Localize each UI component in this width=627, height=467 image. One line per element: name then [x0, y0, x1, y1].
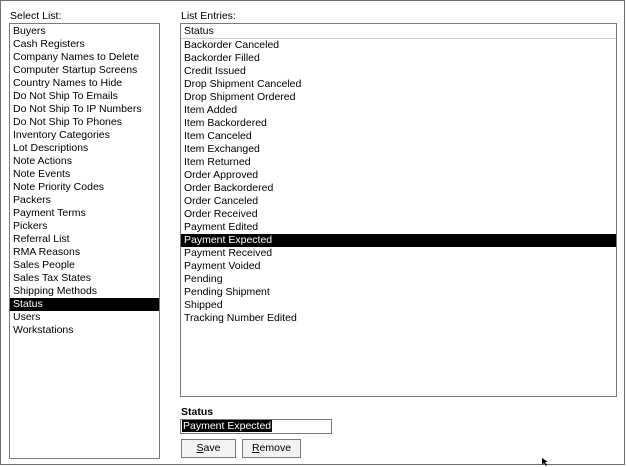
select-list-item[interactable]: Packers	[13, 194, 51, 206]
list-entry-item[interactable]: Pending	[184, 273, 223, 285]
select-list-item[interactable]: Status	[10, 298, 159, 311]
list-entry-item[interactable]: Payment Received	[184, 247, 273, 259]
status-field-label: Status	[181, 406, 214, 418]
select-list-item[interactable]: Users	[13, 311, 41, 323]
list-entry-item[interactable]: Drop Shipment Ordered	[184, 91, 296, 103]
select-list-item[interactable]: Payment Terms	[13, 207, 86, 219]
select-list-item[interactable]: Buyers	[13, 25, 46, 37]
remove-button-label: Remove	[251, 442, 292, 454]
list-entry-item[interactable]: Drop Shipment Canceled	[184, 78, 302, 90]
list-entry-item[interactable]: Order Received	[184, 208, 258, 220]
list-entry-item[interactable]: Order Canceled	[184, 195, 259, 207]
select-list-item[interactable]: Lot Descriptions	[13, 142, 89, 154]
list-entry-item[interactable]: Credit Issued	[184, 65, 246, 77]
list-entry-item[interactable]: Item Added	[184, 104, 238, 116]
select-list-item[interactable]: RMA Reasons	[13, 246, 81, 258]
select-list-box[interactable]	[9, 23, 160, 459]
select-list-item[interactable]: Sales People	[13, 259, 75, 271]
list-entry-item[interactable]: Order Approved	[184, 169, 259, 181]
list-entries-rows	[181, 39, 616, 325]
select-list-item[interactable]: Note Actions	[13, 155, 72, 167]
status-input[interactable]	[180, 419, 332, 434]
save-button-label: Save	[196, 442, 221, 454]
list-entry-item[interactable]: Tracking Number Edited	[184, 312, 297, 324]
select-list-item[interactable]: Do Not Ship To Emails	[13, 90, 118, 102]
select-list-item[interactable]: Pickers	[13, 220, 48, 232]
select-list-item[interactable]: Do Not Ship To Phones	[13, 116, 122, 128]
select-list-item[interactable]: Shipping Methods	[13, 285, 98, 297]
list-entry-item[interactable]: Item Backordered	[184, 117, 267, 129]
status-input-value: Payment Expected	[183, 420, 272, 432]
select-list-item[interactable]: Note Events	[13, 168, 71, 180]
list-entries-box[interactable]	[180, 23, 617, 397]
mouse-cursor-icon	[542, 458, 548, 466]
select-list-item[interactable]: Referral List	[13, 233, 70, 245]
status-column-header[interactable]: Status	[181, 25, 616, 39]
select-list-item[interactable]: Workstations	[13, 324, 74, 336]
select-list-item[interactable]: Country Names to Hide	[13, 77, 123, 89]
select-list-item[interactable]: Company Names to Delete	[13, 51, 140, 63]
list-entry-item[interactable]: Backorder Filled	[184, 52, 260, 64]
select-list-item[interactable]: Computer Startup Screens	[13, 64, 138, 76]
list-entry-item[interactable]: Item Exchanged	[184, 143, 260, 155]
save-button[interactable]	[181, 439, 236, 458]
select-list-item[interactable]: Inventory Categories	[13, 129, 110, 141]
list-entry-item[interactable]: Payment Edited	[184, 221, 259, 233]
list-entry-item[interactable]: Payment Expected	[181, 234, 616, 247]
select-list-item[interactable]: Note Priority Codes	[13, 181, 105, 193]
remove-button[interactable]	[242, 439, 301, 458]
list-entry-item[interactable]: Pending Shipment	[184, 286, 270, 298]
select-list-label: Select List:	[10, 10, 62, 22]
select-list-item[interactable]: Do Not Ship To IP Numbers	[13, 103, 142, 115]
list-entry-item[interactable]: Shipped	[184, 299, 223, 311]
list-entry-item[interactable]: Item Canceled	[184, 130, 252, 142]
list-entry-item[interactable]: Backorder Canceled	[184, 39, 280, 51]
select-list-item[interactable]: Sales Tax States	[13, 272, 92, 284]
list-entry-item[interactable]: Order Backordered	[184, 182, 274, 194]
list-entry-item[interactable]: Item Returned	[184, 156, 251, 168]
select-list-item[interactable]: Cash Registers	[13, 38, 85, 50]
list-entries-label: List Entries:	[181, 10, 236, 22]
list-entry-item[interactable]: Payment Voided	[184, 260, 261, 272]
